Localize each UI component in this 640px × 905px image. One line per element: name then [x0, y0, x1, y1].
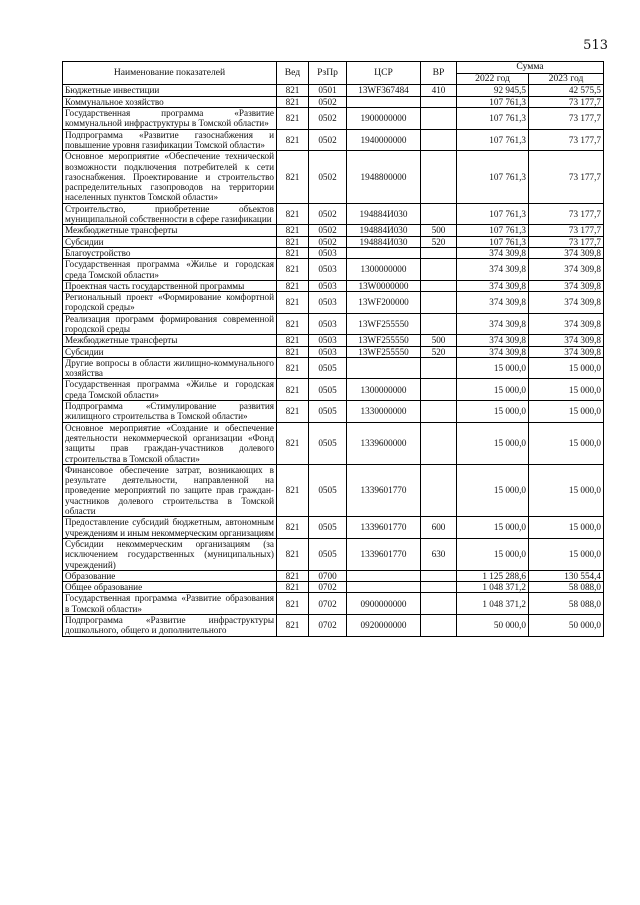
row-2023: 58 088,0	[529, 593, 604, 615]
row-rzpr: 0700	[309, 570, 347, 581]
row-csr: 13WF255550	[347, 346, 421, 357]
row-csr: 0900000000	[347, 593, 421, 615]
table-row	[63, 259, 604, 281]
row-rzpr: 0505	[309, 357, 347, 379]
row-2023: 374 309,8	[529, 346, 604, 357]
table-row	[63, 582, 604, 593]
row-2023: 374 309,8	[529, 247, 604, 258]
row-vr	[421, 379, 457, 401]
row-2022: 107 761,3	[457, 108, 529, 130]
row-vr	[421, 313, 457, 335]
row-2022: 374 309,8	[457, 292, 529, 314]
row-csr: 1300000000	[347, 379, 421, 401]
row-name: Подпрограмма «Развитие газоснабжения и повышение уровня газификации Томской области»	[63, 129, 277, 151]
row-vr: 630	[421, 538, 457, 570]
row-rzpr: 0505	[309, 379, 347, 401]
row-2022: 1 048 371,2	[457, 582, 529, 593]
row-name: Государственная программа «Развитие коммунальной инфраструктуры в Томской области»	[63, 108, 277, 130]
row-2023: 73 177,7	[529, 225, 604, 236]
row-2023: 374 309,8	[529, 259, 604, 281]
row-rzpr: 0502	[309, 129, 347, 151]
table-row	[63, 280, 604, 291]
row-rzpr: 0502	[309, 203, 347, 225]
row-ved: 821	[277, 464, 309, 516]
row-name: Финансовое обеспечение затрат, возникающих в результате деятельности, направленной на проведение мероприятий по защите прав граждан-участников долевого строительства в Томской области	[63, 464, 277, 516]
row-2022: 15 000,0	[457, 401, 529, 423]
row-2023: 374 309,8	[529, 313, 604, 335]
row-csr: 1900000000	[347, 108, 421, 130]
row-ved: 821	[277, 422, 309, 464]
row-2022: 15 000,0	[457, 379, 529, 401]
row-2022: 107 761,3	[457, 203, 529, 225]
row-csr	[347, 247, 421, 258]
row-vr	[421, 129, 457, 151]
row-csr: 13WF255550	[347, 335, 421, 346]
row-2022: 15 000,0	[457, 517, 529, 539]
row-ved: 821	[277, 379, 309, 401]
row-2022: 374 309,8	[457, 313, 529, 335]
budget-table	[62, 61, 604, 637]
table-row	[63, 593, 604, 615]
row-csr: 194884И030	[347, 225, 421, 236]
row-ved: 821	[277, 247, 309, 258]
row-2023: 73 177,7	[529, 203, 604, 225]
row-2023: 15 000,0	[529, 422, 604, 464]
row-2022: 374 309,8	[457, 259, 529, 281]
row-vr	[421, 582, 457, 593]
row-name: Подпрограмма «Развитие инфраструктуры дошкольного, общего и дополнительного	[63, 615, 277, 637]
table-row	[63, 292, 604, 314]
row-csr: 1339601770	[347, 464, 421, 516]
row-2022: 374 309,8	[457, 280, 529, 291]
table-row	[63, 203, 604, 225]
row-name: Субсидии	[63, 346, 277, 357]
row-vr	[421, 422, 457, 464]
row-ved: 821	[277, 292, 309, 314]
row-csr: 1300000000	[347, 259, 421, 281]
row-2022: 107 761,3	[457, 236, 529, 247]
row-vr: 600	[421, 517, 457, 539]
row-2022: 50 000,0	[457, 615, 529, 637]
header-name: Наименование показателей	[63, 62, 277, 85]
table-row	[63, 335, 604, 346]
row-csr: 13W0000000	[347, 280, 421, 291]
row-vr	[421, 464, 457, 516]
row-vr	[421, 203, 457, 225]
row-rzpr: 0503	[309, 346, 347, 357]
row-csr	[347, 357, 421, 379]
header-2022: 2022 год	[457, 73, 529, 85]
table-row	[63, 517, 604, 539]
row-vr	[421, 570, 457, 581]
row-name: Подпрограмма «Стимулирование развития жилищного строительства в Томской области»	[63, 401, 277, 423]
row-rzpr: 0502	[309, 236, 347, 247]
row-vr: 520	[421, 236, 457, 247]
row-csr	[347, 96, 421, 107]
row-ved: 821	[277, 151, 309, 203]
row-rzpr: 0505	[309, 464, 347, 516]
row-ved: 821	[277, 203, 309, 225]
row-rzpr: 0502	[309, 108, 347, 130]
row-ved: 821	[277, 85, 309, 96]
row-rzpr: 0702	[309, 615, 347, 637]
row-2022: 1 048 371,2	[457, 593, 529, 615]
row-vr: 500	[421, 335, 457, 346]
row-csr: 194884И030	[347, 203, 421, 225]
row-csr: 1339601770	[347, 538, 421, 570]
row-csr	[347, 582, 421, 593]
row-name: Региональный проект «Формирование комфортной городской среды»	[63, 292, 277, 314]
row-vr	[421, 247, 457, 258]
row-vr	[421, 401, 457, 423]
header-sum: Сумма	[457, 62, 604, 74]
row-rzpr: 0702	[309, 593, 347, 615]
table-row	[63, 129, 604, 151]
row-csr: 1330000000	[347, 401, 421, 423]
row-vr	[421, 108, 457, 130]
table-row	[63, 379, 604, 401]
row-rzpr: 0501	[309, 85, 347, 96]
table-row	[63, 538, 604, 570]
row-vr	[421, 96, 457, 107]
row-name: Другие вопросы в области жилищно-коммунального хозяйства	[63, 357, 277, 379]
row-rzpr: 0502	[309, 225, 347, 236]
row-2023: 73 177,7	[529, 236, 604, 247]
header-ved: Вед	[277, 62, 309, 85]
table-row	[63, 225, 604, 236]
row-ved: 821	[277, 401, 309, 423]
row-ved: 821	[277, 593, 309, 615]
row-name: Проектная часть государственной программы	[63, 280, 277, 291]
row-ved: 821	[277, 570, 309, 581]
table-row	[63, 151, 604, 203]
row-2023: 374 309,8	[529, 335, 604, 346]
row-2022: 92 945,5	[457, 85, 529, 96]
table-row	[63, 236, 604, 247]
row-name: Благоустройство	[63, 247, 277, 258]
row-2023: 73 177,7	[529, 151, 604, 203]
header-2023: 2023 год	[529, 73, 604, 85]
table-row	[63, 247, 604, 258]
row-2023: 15 000,0	[529, 464, 604, 516]
row-name: Основное мероприятие «Создание и обеспечение деятельности некоммерческой организации «Фонд защиты прав граждан-участников долевого строительства в Томской области»	[63, 422, 277, 464]
row-name: Образование	[63, 570, 277, 581]
row-name: Предоставление субсидий бюджетным, автономным учреждениям и иным некоммерческим организациям	[63, 517, 277, 539]
row-ved: 821	[277, 280, 309, 291]
row-2022: 374 309,8	[457, 247, 529, 258]
row-csr: 1339601770	[347, 517, 421, 539]
row-2022: 15 000,0	[457, 422, 529, 464]
row-vr: 520	[421, 346, 457, 357]
row-csr: 13WF255550	[347, 313, 421, 335]
table-row	[63, 108, 604, 130]
row-csr: 13WF367484	[347, 85, 421, 96]
row-2023: 15 000,0	[529, 517, 604, 539]
row-2022: 1 125 288,6	[457, 570, 529, 581]
row-2023: 374 309,8	[529, 292, 604, 314]
row-rzpr: 0503	[309, 259, 347, 281]
row-name: Общее образование	[63, 582, 277, 593]
row-2022: 374 309,8	[457, 335, 529, 346]
row-csr: 13WF200000	[347, 292, 421, 314]
row-csr	[347, 570, 421, 581]
row-rzpr: 0505	[309, 517, 347, 539]
row-ved: 821	[277, 96, 309, 107]
row-rzpr: 0702	[309, 582, 347, 593]
table-row	[63, 422, 604, 464]
row-name: Межбюджетные трансферты	[63, 225, 277, 236]
table-row	[63, 401, 604, 423]
row-rzpr: 0502	[309, 151, 347, 203]
row-vr	[421, 280, 457, 291]
row-ved: 821	[277, 313, 309, 335]
row-name: Межбюджетные трансферты	[63, 335, 277, 346]
row-2023: 73 177,7	[529, 108, 604, 130]
row-name: Основное мероприятие «Обеспечение технической возможности подключения потребителей к сети газоснабжения. Проектирование и строительство распределительных газопроводов на территории населенных пунктов Томской области»	[63, 151, 277, 203]
row-2023: 58 088,0	[529, 582, 604, 593]
row-rzpr: 0505	[309, 422, 347, 464]
table-row	[63, 96, 604, 107]
row-csr: 0920000000	[347, 615, 421, 637]
row-2023: 42 575,5	[529, 85, 604, 96]
header-vr: ВР	[421, 62, 457, 85]
row-rzpr: 0503	[309, 335, 347, 346]
row-vr	[421, 357, 457, 379]
row-vr: 500	[421, 225, 457, 236]
row-name: Бюджетные инвестиции	[63, 85, 277, 96]
row-name: Реализация программ формирования современной городской среды	[63, 313, 277, 335]
row-rzpr: 0505	[309, 538, 347, 570]
table-row	[63, 464, 604, 516]
page-number: 513	[583, 38, 608, 53]
row-ved: 821	[277, 129, 309, 151]
table-row	[63, 85, 604, 96]
row-2022: 107 761,3	[457, 151, 529, 203]
row-2022: 15 000,0	[457, 464, 529, 516]
row-2022: 374 309,8	[457, 346, 529, 357]
row-rzpr: 0503	[309, 247, 347, 258]
row-2022: 15 000,0	[457, 357, 529, 379]
row-csr: 1948800000	[347, 151, 421, 203]
row-2023: 73 177,7	[529, 129, 604, 151]
row-ved: 821	[277, 346, 309, 357]
row-name: Государственная программа «Жилье и городская среда Томской области»	[63, 379, 277, 401]
row-vr	[421, 259, 457, 281]
table-body	[63, 85, 604, 636]
row-2022: 107 761,3	[457, 129, 529, 151]
row-2023: 130 554,4	[529, 570, 604, 581]
row-vr	[421, 151, 457, 203]
row-csr: 1339600000	[347, 422, 421, 464]
header-rzpr: РзПр	[309, 62, 347, 85]
row-ved: 821	[277, 236, 309, 247]
row-vr	[421, 292, 457, 314]
row-vr	[421, 593, 457, 615]
row-ved: 821	[277, 108, 309, 130]
table-row	[63, 615, 604, 637]
row-csr: 194884И030	[347, 236, 421, 247]
row-ved: 821	[277, 357, 309, 379]
row-ved: 821	[277, 582, 309, 593]
row-rzpr: 0503	[309, 280, 347, 291]
row-2023: 374 309,8	[529, 280, 604, 291]
row-2023: 50 000,0	[529, 615, 604, 637]
row-2023: 15 000,0	[529, 401, 604, 423]
row-ved: 821	[277, 538, 309, 570]
row-rzpr: 0502	[309, 96, 347, 107]
row-name: Государственная программа «Жилье и городская среда Томской области»	[63, 259, 277, 281]
row-ved: 821	[277, 615, 309, 637]
row-name: Государственная программа «Развитие образования в Томской области»	[63, 593, 277, 615]
row-ved: 821	[277, 335, 309, 346]
row-ved: 821	[277, 225, 309, 236]
table-row	[63, 346, 604, 357]
row-2022: 15 000,0	[457, 538, 529, 570]
row-vr: 410	[421, 85, 457, 96]
row-name: Субсидии	[63, 236, 277, 247]
table-row	[63, 570, 604, 581]
row-2022: 107 761,3	[457, 225, 529, 236]
row-2023: 15 000,0	[529, 538, 604, 570]
row-2022: 107 761,3	[457, 96, 529, 107]
row-name: Строительство, приобретение объектов муниципальной собственности в сфере газификации	[63, 203, 277, 225]
row-vr	[421, 615, 457, 637]
row-ved: 821	[277, 259, 309, 281]
header-csr: ЦСР	[347, 62, 421, 85]
row-rzpr: 0505	[309, 401, 347, 423]
row-csr: 1940000000	[347, 129, 421, 151]
table-row	[63, 313, 604, 335]
row-rzpr: 0503	[309, 313, 347, 335]
row-2023: 73 177,7	[529, 96, 604, 107]
row-rzpr: 0503	[309, 292, 347, 314]
row-name: Субсидии некоммерческим организациям (за исключением государственных (муниципальных) учреждений)	[63, 538, 277, 570]
row-name: Коммунальное хозяйство	[63, 96, 277, 107]
row-2023: 15 000,0	[529, 357, 604, 379]
row-2023: 15 000,0	[529, 379, 604, 401]
table-row	[63, 357, 604, 379]
row-ved: 821	[277, 517, 309, 539]
